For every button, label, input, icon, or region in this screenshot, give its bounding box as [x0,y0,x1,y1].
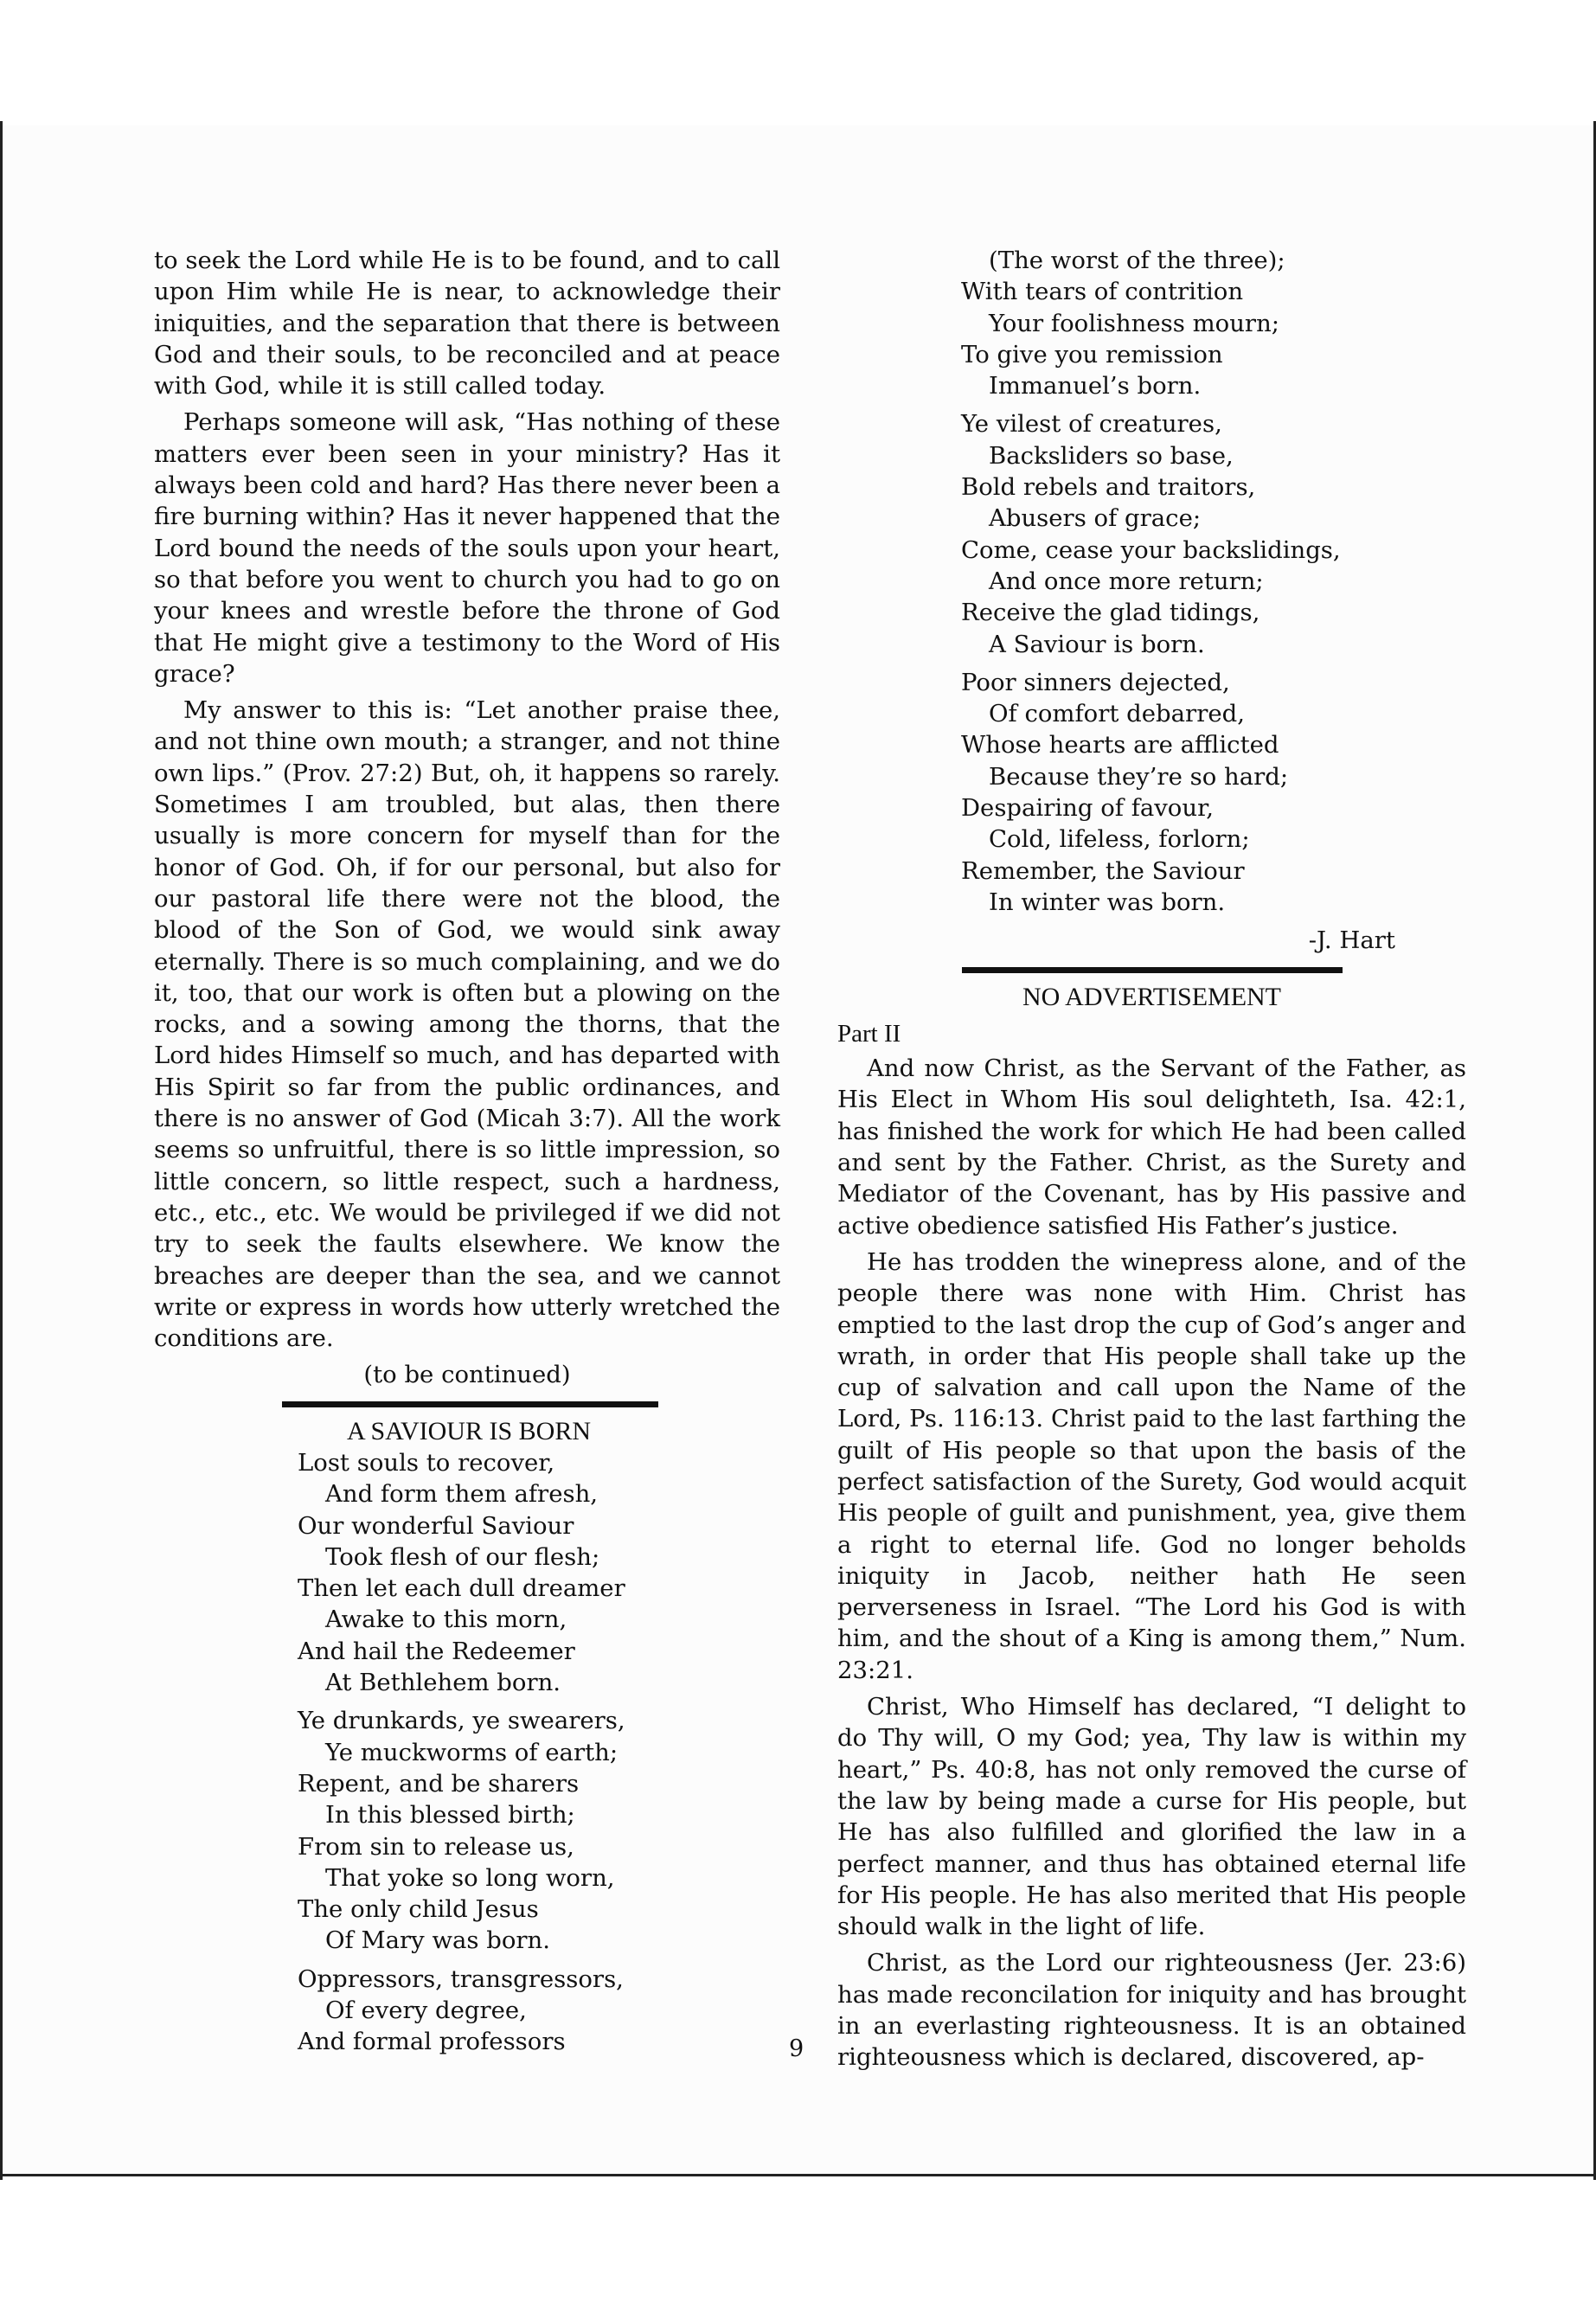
right-paragraph-3: Christ, Who Himself has declared, “I delight to do Thy will, O my God; yea, Thy law is within my heart,” Ps. 40:8, has not only removed the curse of the law by being made a curse for His people, but He has also fulfilled and glorified the law in a perfect manner, and thus has obtained eternal life for His people. He has also merited that His people should walk in the light of life. [837,1693,1466,1941]
left-paragraph-1: to seek the Lord while He is to be found, and to call upon Him while He is near, to acknowledge their iniquities, and the separation that there is between God and their souls, to be reconciled and at peace with God, while it is still called today. [154,247,780,401]
poem-line: Your foolishness mourn; [989,309,1280,337]
poem-line: Abusers of grace; [989,504,1202,533]
poem-line: And form them afresh, [325,1480,599,1509]
poem-line: To give you remission [961,340,1223,369]
poem-line: Poor sinners dejected, [961,668,1230,696]
poem-line: Come, cease your backslidings, [961,535,1341,564]
left-column [154,245,780,2065]
poem-line: Backsliders so base, [989,441,1234,470]
poem-line: And formal professors [298,2028,566,2056]
part-label: Part II [837,1019,901,1048]
page-edge-left [0,121,3,2180]
poem-line: Ye drunkards, ye swearers, [298,1707,625,1735]
poem-line: Receive the glad tidings, [961,599,1260,627]
poem-line: At Bethlehem born. [325,1669,561,1697]
poem-stanza-4 [961,408,1466,659]
poem-line: Lost souls to recover, [298,1448,555,1477]
to-be-continued: (to be continued) [363,1361,571,1389]
poem-line: Whose hearts are afflicted [961,731,1279,760]
article-title: NO ADVERTISEMENT [1022,982,1282,1011]
poem-line: Remember, the Saviour [961,856,1245,885]
poem-line: Awake to this morn, [325,1606,567,1634]
poem-line: Because they’re so hard; [989,762,1289,791]
poem-stanza-5 [961,667,1466,918]
poem-line: Despairing of favour, [961,794,1214,823]
poem-line: Took flesh of our flesh; [325,1542,600,1571]
poem-stanza-1 [298,1447,780,1698]
poem-line: Of every degree, [325,1997,527,2025]
poem-line: From sin to release us, [298,1832,574,1861]
poem-line: Of Mary was born. [325,1926,550,1955]
poem-line: Immanuel’s born. [989,372,1202,401]
poem-stanza-3 [298,1964,780,2058]
poem-right-part [961,245,1466,918]
right-paragraph-2: He has trodden the winepress alone, and of the people there was none with Him. Christ has emptied to the last drop the cup of God’s anger and wrath, in order that His people shall take up the cup of salvation and call upon the Name of the Lord, Ps. 116:13. Christ paid to the last farthing the guilt of His people so that upon the basis of the perfect satisfaction of the Surety, God would acquit His people of guilt and punishment, yea, give them a right to eternal life. God no longer beholds iniquity in Jacob, neither hath He seen perverseness in Israel. “The Lord his God is with him, and the shout of a King is among them,” Num. 23:21. [837,1247,1466,1684]
poem-line: Bold rebels and traitors, [961,473,1256,502]
right-column [837,245,1466,2079]
poem-line: Cold, lifeless, forlorn; [989,825,1250,854]
section-divider-left [282,1401,658,1407]
poem-line: And once more return; [989,567,1264,595]
poem-line: With tears of contrition [961,278,1244,306]
poem-line: In winter was born. [989,888,1226,916]
left-paragraph-3: My answer to this is: “Let another praise thee, and not thine own mouth; a stranger, and not thine own lips.” (Prov. 27:2) But, oh, it happens so rarely. Sometimes I am troubled, but alas, then there usually is more concern for myself than for the honor of God. Oh, if for our personal, but also for our pastoral life there were not the blood, the blood of the Son of God, we would sink away eternally. There is so much complaining, and we do it, too, that our work is often but a plowing on the rocks, and a sowing among the thorns, that the Lord hides Himself so much, and has departed with His Spirit so far from the public ordinances, and there is no answer of God (Micah 3:7). All the work seems so unfruitful, there is so little impression, so little concern, so little respect, such a hardness, etc., etc., etc. We would be privileged if we did not try to seek the faults elsewhere. We know the breaches are deeper than the sea, and we cannot write or express in words how utterly wretched the conditions are. [154,696,780,1353]
poem-line: (The worst of the three); [989,247,1285,274]
poem-line: Then let each dull dreamer [298,1574,625,1603]
poem-line: Ye muckworms of earth; [325,1738,619,1766]
poem-stanza-2 [298,1705,780,1956]
section-divider-right [962,967,1343,973]
poem-line: That yoke so long worn, [325,1863,615,1892]
right-paragraph-4: Christ, as the Lord our righteousness (Jer. 23:6) has made reconcilation for iniquity and has brought in an everlasting righteousness. It is an obtained righteousness which is declared, discovered, ap- [837,1949,1466,2072]
poem-stanza-3-cont [961,245,1466,401]
poem-line: Repent, and be sharers [298,1769,580,1798]
page-number: 9 [789,2035,804,2062]
poem-line: Ye vilest of creatures, [961,410,1222,439]
poem-line: Oppressors, transgressors, [298,1965,624,1993]
poem-line: And hail the Redeemer [298,1637,575,1665]
poem-line: Of comfort debarred, [989,700,1245,728]
left-paragraph-2: Perhaps someone will ask, “Has nothing of these matters ever been seen in your ministry? Has it always been cold and hard? Has there never been a fire burning within? Has it never happened that the Lord bound the needs of the souls upon your heart, so that before you went to church you had to go on your knees and wrestle before the throne of God that He might give a testimony to the Word of His grace? [154,408,780,688]
poem-line: The only child Jesus [298,1895,539,1924]
poem-left-part [298,1447,780,2058]
poem-line: Our wonderful Saviour [298,1511,574,1540]
poem-line: In this blessed birth; [325,1801,575,1830]
poem-attribution: -J. Hart [1308,926,1395,955]
poem-line: A Saviour is born. [989,630,1205,658]
poem-title: A SAVIOUR IS BORN [346,1416,591,1445]
right-paragraph-1: And now Christ, as the Servant of the Father, as His Elect in Whom His soul delighteth, Isa. 42:1, has finished the work for which He had been called and sent by the Father. Christ, as the Surety and Mediator of the Covenant, has by His passive and active obedience satisfied His Father’s justice. [837,1054,1466,1240]
page-edge-bottom [0,2174,1596,2176]
